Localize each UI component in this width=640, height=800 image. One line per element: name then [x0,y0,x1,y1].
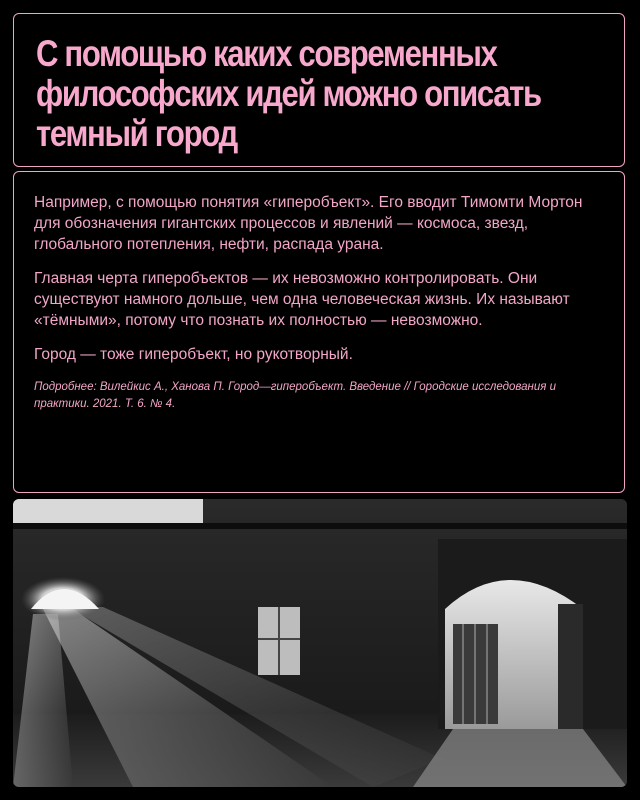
paragraph: Город — тоже гиперобъект, но рукотворный. [34,346,353,363]
body-text [34,192,604,426]
photo-illustration [13,499,627,787]
title-line: С помощью каких современных [36,33,497,74]
paragraph: Главная черта гиперобъектов — их невозможно контролировать. Они существуют намного дольше, чем одна человеческая жизнь. Их называют «тёмными», потому что познать их полностью — невозможно. [34,270,570,329]
page-title [36,34,574,154]
night-courtyard-photo [13,499,627,787]
title-line: темный город [36,113,237,154]
title-line: философских идей можно описать [36,73,541,114]
title-panel [13,13,625,167]
body-panel [13,171,625,493]
source-note: Подробнее: Вилейкис А., Ханова П. Город—гиперобъект. Введение // Городские исследования и практики. 2021. Т. 6. № 4. [34,381,557,410]
paragraph: Например, с помощью понятия «гиперобъект». Его вводит Тимомти Мортон для обозначения гигантских процессов и явлений — космоса, звезд, глобального потепления, нефти, распада урана. [34,194,583,253]
